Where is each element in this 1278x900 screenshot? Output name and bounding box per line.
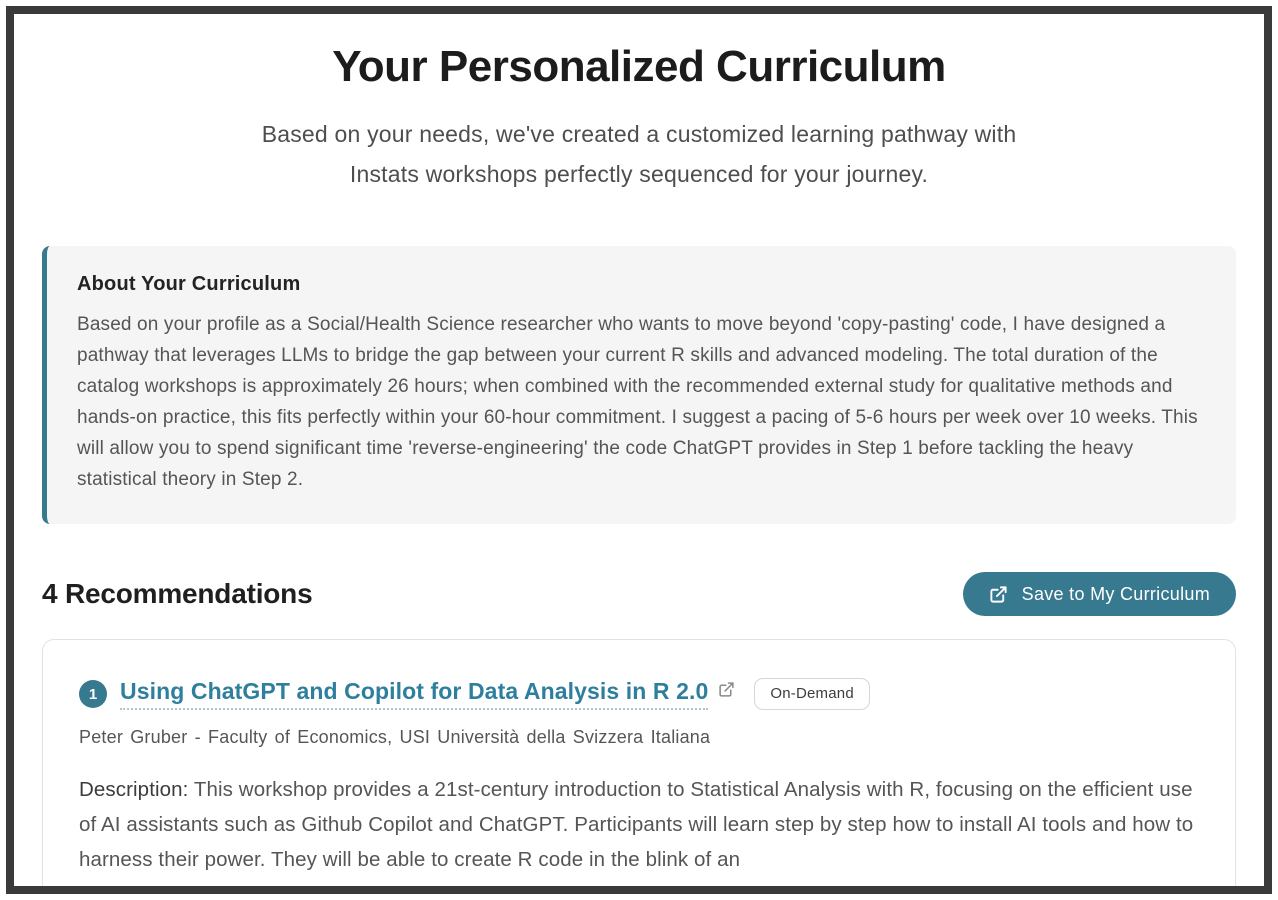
recommendations-header (42, 572, 1236, 616)
page-subtitle-line-2: Instats workshops perfectly sequenced for your journey. (349, 161, 929, 187)
external-link-icon (989, 585, 1008, 604)
about-heading: About Your Curriculum (77, 273, 301, 295)
about-curriculum-panel (42, 246, 1236, 524)
card-number-badge: 1 (79, 680, 107, 708)
page-content (14, 14, 1264, 886)
about-body-text: Based on your profile as a Social/Health Science researcher who wants to move beyond 'copy-pasting' code, I have designed a pathway that leverages LLMs to bridge the gap between your current R skills and advanced modeling. The total duration of the catalog workshops is approximately 26 hours; when combined with the recommended external study for qualitative methods and hands-on practice, this fits perfectly within your 60-hour commitment. I suggest a pacing of 5-6 hours per week over 10 weeks. This will allow you to spend significant time 'reverse-engineering' the code ChatGPT provides in Step 1 before tackling the heavy statistical theory in Step 2. (77, 314, 1198, 490)
workshop-title[interactable]: Using ChatGPT and Copilot for Data Analysis in R 2.0 (120, 678, 708, 710)
recommendation-card (42, 639, 1236, 894)
description-label: Description: (79, 778, 189, 801)
page-subtitle (42, 114, 1236, 194)
page-title: Your Personalized Curriculum (332, 42, 946, 91)
save-button-label: Save to My Curriculum (1021, 583, 1210, 604)
recommendations-heading: 4 Recommendations (42, 578, 313, 609)
workshop-title-link[interactable] (120, 678, 735, 710)
workshop-description (79, 772, 1199, 877)
save-to-curriculum-button[interactable] (963, 572, 1236, 616)
page-subtitle-line-1: Based on your needs, we've created a customized learning pathway with (261, 121, 1017, 147)
card-title-row (79, 678, 1199, 710)
workshop-author-line: Peter Gruber - Faculty of Economics, USI Università della Svizzera Italiana (79, 727, 711, 747)
description-text: This workshop provides a 21st-century introduction to Statistical Analysis with R, focusing on the efficient use of AI assistants such as Github Copilot and ChatGPT. Participants will learn step by step how to install AI tools and how to harness their power. They will be able to create R code in the blink of an (79, 778, 1194, 871)
external-link-icon[interactable] (718, 681, 735, 703)
page-frame (6, 6, 1272, 894)
on-demand-badge: On-Demand (754, 678, 870, 710)
